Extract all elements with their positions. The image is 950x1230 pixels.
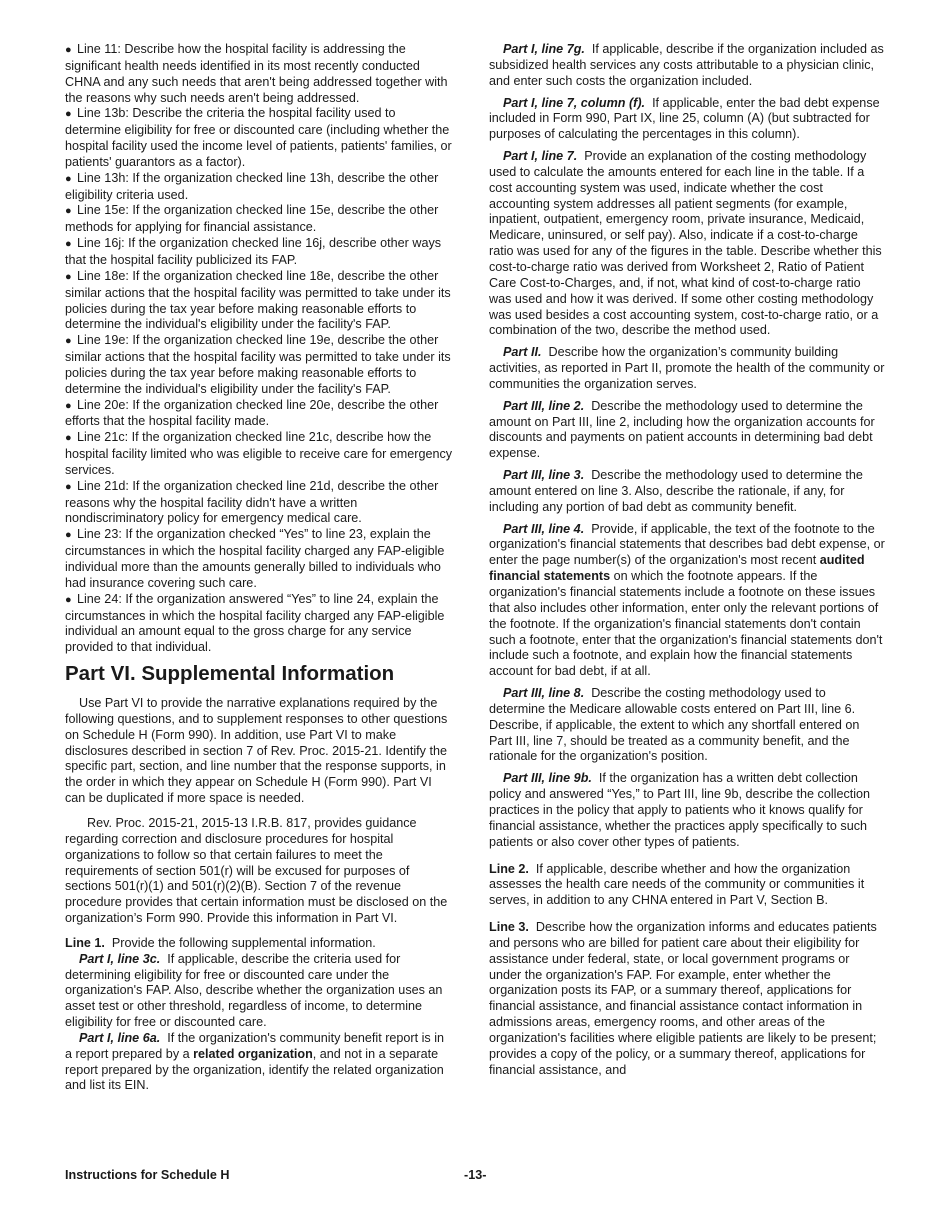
related-organization-term: related organization [193, 1046, 313, 1061]
part-1-line-7-paragraph: Part I, line 7. Provide an explanation of the costing methodology used to calculate the amounts entered for each line in the table. If a cost accounting system was used, indicate whether the cost accounting system addresses all patient segments (for example, inpatient, outpatient, emergency room, private insurance, Medicaid, Medicare, uninsured, or self pay). Also, indicate if a cost-to-charge ratio was used for any of the figures in the table. Describe whether this cost-to-charge ratio was derived from Worksheet 2, Ratio of Patient Care Cost-to-Charges, and, if not, what kind of cost-to-charge ratio was used and how it was derived. If some other costing methodology was used besides a cost accounting system, cost-to-charge ratio, or a combination of the two, describe the method used. [489, 149, 882, 338]
right-column [489, 42, 885, 1078]
list-item: ● Line 23: If the organization checked “Yes” to line 23, explain the circumstances in which the hospital facility charged any FAP-eligible individual more than the amounts generally billed to individuals who had insurance covering such care. [65, 527, 445, 590]
rev-proc-paragraph: Rev. Proc. 2015-21, 2015-13 I.R.B. 817, provides guidance regarding correction and disclosure procedures for hospital organizations to follow so that certain failures to meet the requirements of section 501(r) will be excused for purposes of sections 501(r)(1) and 501(r)(2)(B). Section 7 of the revenue procedure provides that certain information must be disclosed on the organization’s Form 990. Provide this information in Part VI. [65, 815, 448, 926]
bullet-icon: ● [65, 108, 72, 121]
part-1-line-7-label: Part I, line 7. [503, 149, 578, 164]
part-1-line-3c-paragraph: Part I, line 3c. If applicable, describe the criteria used for determining eligibility for free or discounted care under the organization's FAP. Also, describe whether the organization uses an asset test or other threshold, regardless of income, to determine eligibility for free or discounted care. [65, 951, 443, 1030]
list-item: ● Line 13b: Describe the criteria the hospital facility used to determine eligibility for free or discounted care (including whether the hospital facility used the income level of patients, patients' families, or patients' guarantors as a factor). [65, 106, 452, 169]
part-3-line-3-label: Part III, line 3. [503, 468, 585, 483]
bullet-icon: ● [65, 44, 72, 56]
list-item: ● Line 21c: If the organization checked line 21c, describe how the hospital facility limited who was eligible to receive care for emergency services. [65, 430, 453, 477]
part-3-line-9b-label: Part III, line 9b. [503, 771, 592, 786]
list-item: ● Line 19e: If the organization checked line 19e, describe the other similar actions that the hospital facility was permitted to take under its policies during the tax year before making reasonable efforts to determine the individual's eligibility under the facility's FAP. [65, 333, 451, 396]
part-1-line-7g-label: Part I, line 7g. [503, 42, 585, 56]
part-3-line-9b-paragraph: Part III, line 9b. If the organization has a written debt collection policy and answered “Yes,” to Part III, line 9b, describe the collection practices in the policy that apply to patients who it knows qualify for financial assistance, whether the practices apply specifically to such patients or also cover other types of patients. [489, 771, 871, 849]
audited-financial-statements-term: audited financial statements [489, 553, 865, 584]
part-1-line-6a-paragraph: Part I, line 6a. If the organization's community benefit report is in a report prepared by a related organization, and not in a separate report prepared by the organization, identify the related organization and list its EIN. [65, 1030, 445, 1093]
line-2-paragraph: Line 2. If applicable, describe whether and how the organization assesses the health care needs of the community or communities it serves, in addition to any CHNA entered in Part V, Section B. [489, 861, 865, 908]
part-1-line-6a-label: Part I, line 6a. [79, 1030, 161, 1045]
part-3-line-8-paragraph: Part III, line 8. Describe the costing methodology used to determine the Medicare allowable costs entered on Part III, line 6. Describe, if applicable, the extent to which any shortfall entered on Part III, line 7, should be treated as a community benefit, and the rationale for the organization's position. [489, 686, 860, 764]
bullet-icon: ● [65, 399, 72, 412]
bullet-icon: ● [65, 480, 72, 493]
bullet-list [65, 42, 453, 656]
list-item: ● Line 15e: If the organization checked line 15e, describe the other methods for applying for financial assistance. [65, 203, 439, 235]
line-3-label: Line 3. [489, 920, 529, 935]
part-2-paragraph: Part II. Describe how the organization’s community building activities, as reported in Part II, promote the health of the community or communities the organization serves. [489, 345, 885, 391]
line-1-label: Line 1. [65, 935, 105, 950]
list-item: ● Line 18e: If the organization checked line 18e, describe the other similar actions that the hospital facility was permitted to take under its policies during the tax year before making reasonable efforts to determine the individual's eligibility under the facility's FAP. [65, 268, 451, 332]
line-1-paragraph: Line 1. Provide the following supplemental information. [65, 935, 376, 950]
part-3-line-2-paragraph: Part III, line 2. Describe the methodology used to determine the amount on Part III, line 2, including how the organization accounts for discounts and payments on patient accounts in determining bad debt expense. [489, 398, 875, 461]
part-3-line-2-label: Part III, line 2. [503, 398, 585, 413]
part-3-line-4-paragraph: Part III, line 4. Provide, if applicable, the text of the footnote to the organization's financial statements that describes bad debt expense, or enter the page number(s) of the organization's most recent audited financial statements on which the footnote appears. If the organization's financial statements include a footnote on these issues that also includes other information, enter only the relevant portions of the footnote. If the organization's financial statements don't contain such a footnote, enter that the organization's financial statements don't include such a footnote, and explain how the financial statements account for bad debt, if at all. [489, 521, 885, 679]
list-item: ● Line 16j: If the organization checked line 16j, describe other ways that the hospital facility publicized its FAP. [65, 236, 442, 267]
part-3-line-4-label: Part III, line 4. [503, 521, 585, 536]
bullet-icon: ● [65, 432, 72, 445]
list-item: ● Line 13h: If the organization checked line 13h, describe the other eligibility criteria used. [65, 170, 439, 202]
part-1-line-7f-paragraph: Part I, line 7, column (f). If applicable, enter the bad debt expense included in Form 990, Part IX, line 25, column (A) (but subtracted for purposes of calculating the percentages in this column). [489, 95, 880, 142]
part-1-line-7g-paragraph: Part I, line 7g. If applicable, describe if the organization included as subsidized health services any costs attributable to a physician clinic, and enter such costs the organization included. [489, 42, 884, 88]
part-1-line-3c-label: Part I, line 3c. [79, 951, 161, 966]
list-item: ● Line 11: Describe how the hospital facility is addressing the significant health needs identified in its most recently conducted CHNA and any such needs that aren't being addressed together with the reasons why such needs aren't being addressed. [65, 42, 448, 105]
bullet-icon: ● [65, 270, 72, 283]
bullet-icon: ● [65, 335, 72, 348]
part-2-label: Part II. [503, 345, 542, 360]
list-item: ● Line 21d: If the organization checked line 21d, describe the other reasons why the hospital facility didn't have a written nondiscriminatory policy for emergency medical care. [65, 478, 439, 526]
bullet-icon: ● [65, 238, 72, 251]
bullet-icon: ● [65, 529, 72, 542]
line-2-label: Line 2. [489, 861, 529, 876]
intro-paragraph: Use Part VI to provide the narrative explanations required by the following questions, and to supplement responses to other questions on Schedule H (Form 990). In addition, use Part VI to make disclosures described in section 7 of Rev. Proc. 2015-21. Identify the specific part, section, and line number that the response supports, in the order in which they appear on Schedule H (Form 990). Part VI can be duplicated if more space is needed. [65, 696, 448, 806]
line-3-paragraph: Line 3. Describe how the organization informs and educates patients and persons who are billed for patient care about their eligibility for assistance under federal, state, or local government programs or under the organization's FAP. For example, enter whether the organization posts its FAP, or a summary thereof, applications for financial assistance, and financial assistance contact information in admissions areas, emergency rooms, and other areas of the organization's facilities where eligible patients are likely to be present; provides a copy of the policy, or a summary thereof, applications for financial assistance, and [489, 920, 877, 1077]
left-column [65, 42, 453, 1094]
part-3-line-3-paragraph: Part III, line 3. Describe the methodology used to determine the amount entered on line 3. Also, describe the rationale, if any, for including any portion of bad debt as community benefit. [489, 468, 863, 514]
part-1-line-7f-label: Part I, line 7, column (f). [503, 95, 646, 110]
bullet-icon: ● [65, 205, 72, 218]
part-3-line-8-label: Part III, line 8. [503, 686, 585, 701]
list-item: ● Line 24: If the organization answered “Yes” to line 24, explain the circumstances in which the hospital facility charged any FAP-eligible individual an amount equal to the gross charge for any service provided to that individual. [65, 591, 445, 655]
list-item: ● Line 20e: If the organization checked line 20e, describe the other efforts that the hospital facility made. [65, 397, 439, 429]
bullet-icon: ● [65, 593, 72, 606]
footer-document-title: Instructions for Schedule H [65, 1168, 230, 1182]
section-heading: Part VI. Supplemental Information [65, 662, 395, 686]
page-number: -13- [464, 1168, 487, 1182]
bullet-icon: ● [65, 172, 72, 185]
